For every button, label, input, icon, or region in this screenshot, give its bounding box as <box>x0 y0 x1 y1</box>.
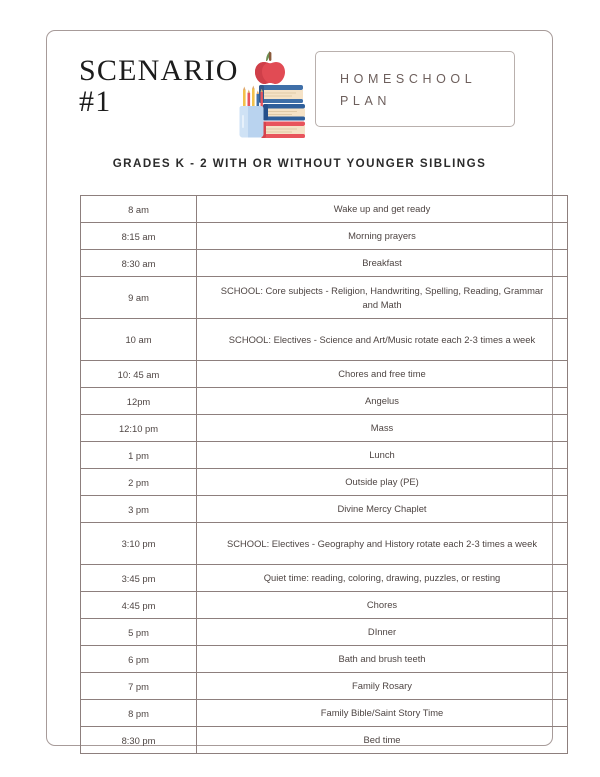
table-row <box>81 496 568 523</box>
schedule-activity-cell: Chores <box>197 592 568 619</box>
table-row <box>81 646 568 673</box>
schedule-time-cell: 7 pm <box>81 673 197 700</box>
table-row <box>81 277 568 319</box>
schedule-time-cell: 10 am <box>81 319 197 361</box>
schedule-time-cell: 8:15 am <box>81 223 197 250</box>
table-row <box>81 592 568 619</box>
schedule-activity-cell: Family Rosary <box>197 673 568 700</box>
page-subtitle: GRADES K - 2 WITH OR WITHOUT YOUNGER SIBLINGS <box>112 157 487 170</box>
schedule-activity-cell: SCHOOL: Core subjects - Religion, Handwriting, Spelling, Reading, Grammar and Math <box>197 277 568 319</box>
table-row <box>81 250 568 277</box>
schedule-activity-cell: Morning prayers <box>197 223 568 250</box>
schedule-time-cell: 3:10 pm <box>81 523 197 565</box>
table-row <box>81 196 568 223</box>
schedule-time-cell: 3:45 pm <box>81 565 197 592</box>
table-row <box>81 727 568 754</box>
homeschool-plan-title: HOMESCHOOL PLAN <box>340 72 476 108</box>
table-row <box>81 319 568 361</box>
schedule-time-cell: 3 pm <box>81 496 197 523</box>
table-row <box>81 442 568 469</box>
schedule-time-cell: 5 pm <box>81 619 197 646</box>
schedule-table-body <box>81 196 568 754</box>
homeschool-plan-box <box>315 51 515 127</box>
table-row <box>81 700 568 727</box>
table-row <box>81 673 568 700</box>
schedule-time-cell: 8 am <box>81 196 197 223</box>
table-row <box>81 361 568 388</box>
schedule-time-cell: 8:30 pm <box>81 727 197 754</box>
table-row <box>81 223 568 250</box>
schedule-activity-cell: Breakfast <box>197 250 568 277</box>
schedule-activity-cell: Bath and brush teeth <box>197 646 568 673</box>
table-row <box>81 388 568 415</box>
schedule-activity-cell: Wake up and get ready <box>197 196 568 223</box>
schedule-time-cell: 6 pm <box>81 646 197 673</box>
schedule-time-cell: 9 am <box>81 277 197 319</box>
scenario-title-line-1: SCENARIO <box>79 54 239 87</box>
table-row <box>81 415 568 442</box>
table-row <box>81 523 568 565</box>
schedule-activity-cell: Lunch <box>197 442 568 469</box>
schedule-time-cell: 12:10 pm <box>81 415 197 442</box>
schedule-activity-cell: SCHOOL: Electives - Science and Art/Music rotate each 2-3 times a week <box>197 319 568 361</box>
page-header <box>47 31 552 143</box>
schedule-activity-cell: Divine Mercy Chaplet <box>197 496 568 523</box>
schedule-time-cell: 10: 45 am <box>81 361 197 388</box>
schedule-time-cell: 8:30 am <box>81 250 197 277</box>
table-row <box>81 619 568 646</box>
schedule-activity-cell: Outside play (PE) <box>197 469 568 496</box>
schedule-time-cell: 8 pm <box>81 700 197 727</box>
schedule-activity-cell: DInner <box>197 619 568 646</box>
schedule-activity-cell: Quiet time: reading, coloring, drawing, puzzles, or resting <box>197 565 568 592</box>
scenario-title <box>79 55 254 118</box>
schedule-activity-cell: Bed time <box>197 727 568 754</box>
scenario-title-line-2: #1 <box>79 85 112 118</box>
table-row <box>81 469 568 496</box>
schedule-table <box>80 195 568 754</box>
plan-page <box>46 30 553 746</box>
books-apple-pencils-icon <box>233 49 309 139</box>
schedule-time-cell: 12pm <box>81 388 197 415</box>
schedule-activity-cell: Family Bible/Saint Story Time <box>197 700 568 727</box>
schedule-time-cell: 1 pm <box>81 442 197 469</box>
schedule-activity-cell: Angelus <box>197 388 568 415</box>
table-row <box>81 565 568 592</box>
schedule-time-cell: 4:45 pm <box>81 592 197 619</box>
schedule-activity-cell: SCHOOL: Electives - Geography and History rotate each 2-3 times a week <box>197 523 568 565</box>
schedule-activity-cell: Mass <box>197 415 568 442</box>
schedule-activity-cell: Chores and free time <box>197 361 568 388</box>
schedule-time-cell: 2 pm <box>81 469 197 496</box>
